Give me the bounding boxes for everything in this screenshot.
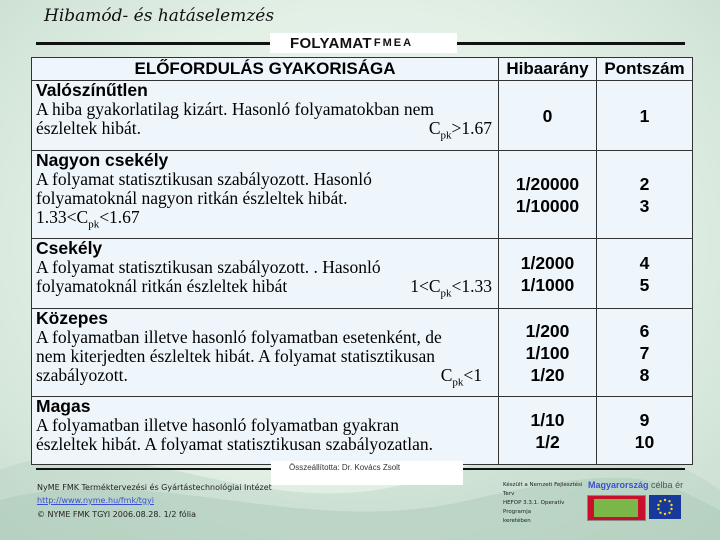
header-occurrence: ELŐFORDULÁS GYAKORISÁGA	[32, 58, 499, 81]
score-value: 4	[639, 252, 650, 273]
process-fmea-title	[270, 33, 457, 53]
table-row	[32, 239, 693, 309]
rate-value: 1/200	[525, 320, 570, 341]
header-rule-right	[457, 42, 685, 45]
row-line: A folyamat statisztikusan szabályozott. Hasonló	[36, 169, 372, 189]
row-category: Közepes	[36, 308, 108, 328]
row-line-with-cpk	[36, 365, 494, 389]
rate-value: 1/10	[530, 409, 565, 430]
header-failure-rate: Hibaarány	[499, 58, 597, 81]
title-main: FOLYAMAT	[290, 34, 372, 52]
table-header-row	[32, 58, 693, 81]
row-line-with-cpk	[36, 276, 494, 300]
header-score: Pontszám	[597, 58, 693, 81]
rate-value: 1/20	[530, 364, 565, 385]
row-scores	[597, 309, 693, 397]
logo-inner	[594, 499, 638, 517]
row-scores	[597, 151, 693, 239]
rate-value: 1/20000	[515, 173, 580, 194]
row-scores	[597, 81, 693, 151]
row-description	[32, 239, 499, 309]
logo-suffix: célba ér	[651, 480, 684, 490]
score-value: 6	[639, 320, 650, 341]
cpk-condition: $C_{pk}>1.67$	[428, 118, 492, 142]
support-line: keretében	[503, 518, 531, 524]
row-category: Csekély	[36, 238, 103, 258]
row-line: A hiba gyakorlatilag kizárt. Hasonló folyamatokban nem	[36, 99, 435, 119]
row-description	[32, 81, 499, 151]
rate-value: 1/10000	[515, 195, 580, 216]
row-description	[32, 397, 499, 465]
rate-value: 1/2	[535, 431, 560, 452]
row-line: észleltek hibát. A folyamat statisztikusan szabályozatlan.	[36, 434, 434, 454]
row-scores	[597, 239, 693, 309]
row-rates	[499, 151, 597, 239]
institute-link[interactable]: http://www.nyme.hu/fmk/tgyi	[37, 496, 154, 505]
eu-flag-icon	[649, 495, 681, 519]
support-line: HEFOP 3.3.1. Operatív Programja	[503, 500, 565, 515]
table-row	[32, 309, 693, 397]
header-rule-left	[36, 42, 270, 45]
row-rates	[499, 239, 597, 309]
row-description	[32, 309, 499, 397]
support-note	[503, 481, 587, 526]
row-line: nem kiterjedten észleltek hibát. A folyamat statisztikusan	[36, 346, 435, 366]
logo-main: Magyarország	[588, 480, 649, 490]
row-category: Magas	[36, 396, 91, 416]
row-line: $1.33<C_{pk}<1.67$	[36, 207, 140, 231]
row-scores	[597, 397, 693, 465]
rate-value: 1/1000	[520, 274, 575, 295]
row-line: A folyamat statisztikusan szabályozott. . Hasonló	[36, 257, 381, 277]
table-row	[32, 81, 693, 151]
support-line: Készült a Nemzeti Fejlesztési Terv	[503, 482, 583, 497]
row-category: Nagyon csekély	[36, 150, 169, 170]
score-value: 7	[639, 342, 650, 363]
hungary-logo-text	[588, 480, 683, 490]
score-value: 8	[639, 364, 650, 385]
row-line-with-cpk	[36, 118, 494, 142]
national-development-logo	[587, 495, 646, 521]
row-line: folyamatoknál ritkán észleltek hibát	[36, 276, 288, 296]
row-rates	[499, 309, 597, 397]
row-description	[32, 151, 499, 239]
occurrence-frequency-table	[31, 57, 693, 465]
institute-name: NyME FMK Terméktervezési és Gyártástechnológiai Intézet	[37, 483, 272, 492]
score-value: 2	[639, 173, 650, 194]
rate-value: 1/2000	[520, 252, 575, 273]
row-line: szabályozott.	[36, 365, 128, 385]
row-line: A folyamatban illetve hasonló folyamatban gyakran	[36, 415, 400, 435]
table-row	[32, 151, 693, 239]
cpk-condition: $C_{pk}<1$	[440, 365, 482, 389]
eu-stars-icon	[649, 495, 681, 519]
score-value: 3	[639, 195, 650, 216]
row-line: észleltek hibát.	[36, 118, 141, 138]
score-value: 1	[639, 105, 650, 126]
rate-value: 1/100	[525, 342, 570, 363]
row-line: A folyamatban illetve hasonló folyamatban esetenként, de	[36, 327, 442, 347]
rate-value: 0	[542, 105, 553, 126]
title-suffix: FMEA	[373, 37, 414, 49]
row-rates	[499, 397, 597, 465]
score-value: 10	[634, 431, 655, 452]
row-category: Valószínűtlen	[36, 80, 148, 100]
score-value: 5	[639, 274, 650, 295]
table-row	[32, 397, 693, 465]
copyright-info: © NYME FMK TGYI 2006.08.28. 1/2 fólia	[37, 510, 197, 519]
cpk-condition: $1<C_{pk}<1.33$	[410, 276, 492, 300]
row-rates	[499, 81, 597, 151]
row-line: folyamatoknál nagyon ritkán észleltek hibát.	[36, 188, 348, 208]
author-credit: Összeállította: Dr. Kovács Zsolt	[271, 461, 463, 485]
score-value: 9	[639, 409, 650, 430]
slide-header-title: Hibamód- és hatáselemzés	[44, 6, 275, 26]
